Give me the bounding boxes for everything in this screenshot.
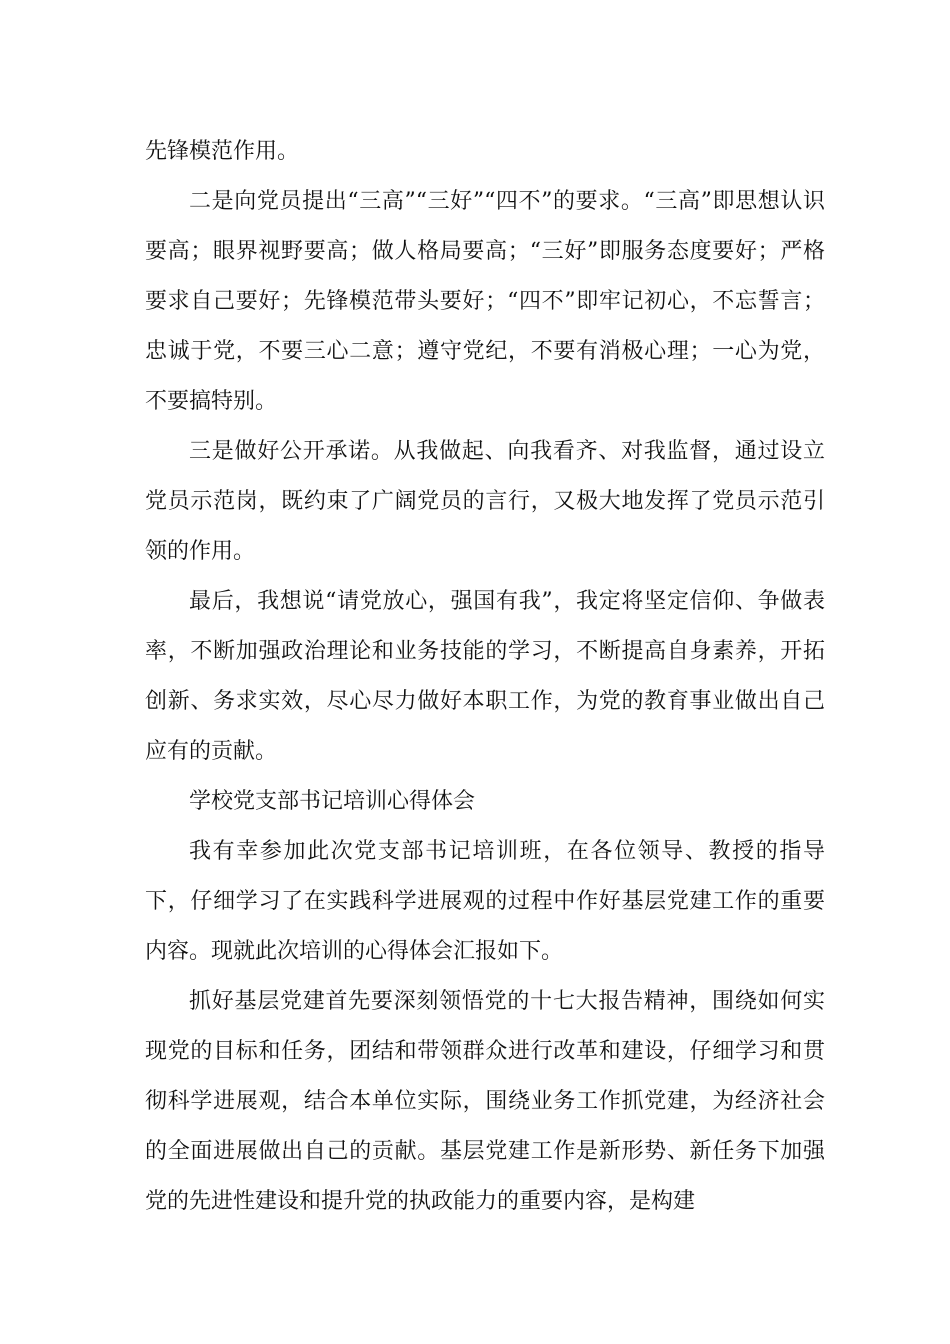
section-heading: 学校党支部书记培训心得体会 (189, 789, 476, 814)
paragraph-continuation: 先锋模范作用。 (145, 139, 300, 164)
paragraph-training-intro: 我有幸参加此次党支部书记培训班，在各位领导、教授的指导下，仔细学习了在实践科学进展观的过程中作好基层党建工作的重要内容。现就此次培训的心得体会汇报如下。 (145, 839, 825, 964)
paragraph-conclusion: 最后，我想说“请党放心，强国有我”，我定将坚定信仰、争做表率，不断加强政治理论和业务技能的学习，不断提高自身素养，开拓创新、务求实效，尽心尽力做好本职工作，为党的教育事业做出自己应有的贡献。 (145, 589, 825, 764)
paragraph-party-building: 抓好基层党建首先要深刻领悟党的十七大报告精神，围绕如何实现党的目标和任务，团结和带领群众进行改革和建设，仔细学习和贯彻科学进展观，结合本单位实际，围绕业务工作抓党建，为经济社会的全面进展做出自己的贡献。基层党建工作是新形势、新任务下加强党的先进性建设和提升党的执政能力的重要内容，是构建 (145, 989, 825, 1214)
paragraph-three-requirements: 二是向党员提出“三高”“三好”“四不”的要求。“三高”即思想认识要高；眼界视野要高；做人格局要高；“三好”即服务态度要好；严格要求自己要好；先锋模范带头要好；“四不”即牢记初心，不忘誓言；忠诚于党，不要三心二意；遵守党纪，不要有消极心理；一心为党，不要搞特别。 (145, 189, 825, 414)
document-body (145, 127, 825, 1227)
paragraph-public-commitment: 三是做好公开承诺。从我做起、向我看齐、对我监督，通过设立党员示范岗，既约束了广阔党员的言行，又极大地发挥了党员示范引领的作用。 (145, 439, 825, 564)
